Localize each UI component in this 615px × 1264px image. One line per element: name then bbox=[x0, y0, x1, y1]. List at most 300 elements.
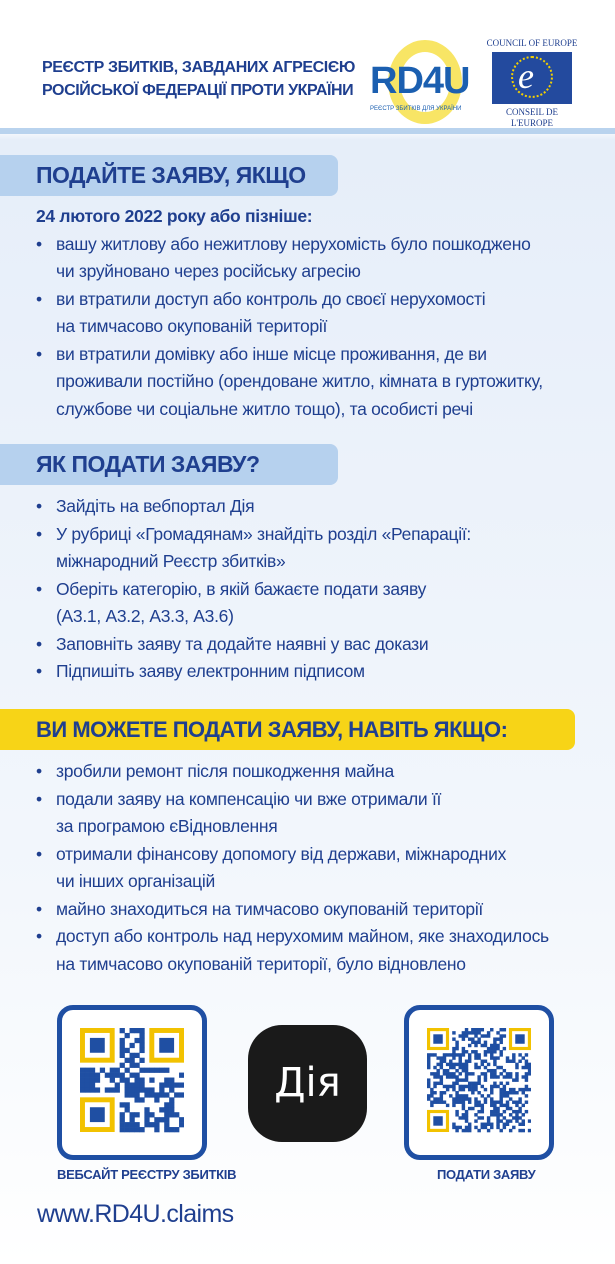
qr-module bbox=[522, 1119, 525, 1122]
qr-code-apply[interactable] bbox=[404, 1005, 554, 1160]
qr-module bbox=[496, 1047, 499, 1050]
qr-module bbox=[503, 1094, 506, 1097]
qr-module bbox=[179, 1122, 184, 1127]
qr-module bbox=[471, 1072, 474, 1075]
qr-module bbox=[465, 1126, 468, 1129]
qr-module bbox=[484, 1097, 487, 1100]
qr-module bbox=[499, 1094, 502, 1097]
qr-module bbox=[455, 1075, 458, 1078]
qr-module bbox=[130, 1082, 135, 1087]
list-item-line: • Заповніть заяву та додайте наявні у вас докази bbox=[56, 633, 429, 654]
list-item bbox=[36, 493, 471, 521]
qr-module bbox=[490, 1097, 493, 1100]
qr-module bbox=[496, 1075, 499, 1078]
qr-module bbox=[462, 1094, 465, 1097]
qr-module bbox=[139, 1097, 144, 1102]
qr-module bbox=[496, 1031, 499, 1034]
qr-module bbox=[481, 1060, 484, 1063]
list-item bbox=[36, 341, 543, 424]
list-item-line: • подали заяву на компенсацію чи вже отримали її bbox=[56, 788, 442, 809]
qr-module bbox=[462, 1107, 465, 1110]
header bbox=[0, 0, 615, 128]
header-title-line: РЕЄСТР ЗБИТКІВ, ЗАВДАНИХ АГРЕСІЄЮ bbox=[42, 59, 355, 76]
qr-module bbox=[459, 1078, 462, 1081]
qr-module bbox=[496, 1113, 499, 1116]
qr-module bbox=[125, 1082, 130, 1087]
qr-module bbox=[493, 1041, 496, 1044]
list-item bbox=[36, 786, 549, 841]
qr-module bbox=[512, 1060, 515, 1063]
qr-module bbox=[490, 1100, 493, 1103]
qr-module bbox=[125, 1102, 130, 1107]
qr-module bbox=[471, 1085, 474, 1088]
qr-module bbox=[459, 1085, 462, 1088]
qr-module bbox=[462, 1069, 465, 1072]
qr-module bbox=[139, 1087, 144, 1092]
qr-module bbox=[506, 1056, 509, 1059]
qr-module bbox=[443, 1053, 446, 1056]
section3-heading: ВИ МОЖЕТЕ ПОДАТИ ЗАЯВУ, НАВІТЬ ЯКЩО: bbox=[0, 709, 575, 750]
qr-module bbox=[518, 1060, 521, 1063]
qr-module bbox=[499, 1104, 502, 1107]
section3-body bbox=[36, 758, 549, 978]
qr-module bbox=[134, 1053, 139, 1058]
qr-module bbox=[130, 1058, 135, 1063]
qr-module bbox=[512, 1056, 515, 1059]
qr-module bbox=[499, 1066, 502, 1069]
qr-module bbox=[471, 1107, 474, 1110]
qr-module bbox=[440, 1075, 443, 1078]
qr-module bbox=[462, 1078, 465, 1081]
qr-module bbox=[474, 1126, 477, 1129]
qr-module bbox=[125, 1078, 130, 1083]
qr-module bbox=[169, 1112, 174, 1117]
qr-module bbox=[130, 1127, 135, 1132]
qr-module bbox=[139, 1038, 144, 1043]
qr-module bbox=[159, 1087, 164, 1092]
qr-module bbox=[430, 1091, 433, 1094]
qr-module bbox=[477, 1078, 480, 1081]
qr-module bbox=[487, 1119, 490, 1122]
qr-module bbox=[427, 1066, 430, 1069]
qr-module bbox=[125, 1068, 130, 1073]
qr-module bbox=[462, 1116, 465, 1119]
qr-module bbox=[477, 1056, 480, 1059]
list-item bbox=[36, 521, 471, 576]
qr-module bbox=[462, 1066, 465, 1069]
qr-module bbox=[522, 1088, 525, 1091]
qr-module bbox=[477, 1041, 480, 1044]
qr-module bbox=[120, 1127, 125, 1132]
qr-module bbox=[512, 1088, 515, 1091]
qr-module bbox=[512, 1053, 515, 1056]
qr-module bbox=[452, 1050, 455, 1053]
qr-module bbox=[452, 1031, 455, 1034]
qr-module bbox=[493, 1113, 496, 1116]
qr-module bbox=[509, 1129, 512, 1132]
qr-module bbox=[440, 1056, 443, 1059]
qr-module bbox=[462, 1034, 465, 1037]
qr-module bbox=[130, 1122, 135, 1127]
qr-module bbox=[164, 1112, 169, 1117]
qr-module bbox=[515, 1104, 518, 1107]
qr-module bbox=[481, 1107, 484, 1110]
qr-module bbox=[433, 1075, 436, 1078]
qr-module bbox=[120, 1043, 125, 1048]
qr-module bbox=[115, 1087, 120, 1092]
qr-module bbox=[85, 1078, 90, 1083]
qr-module bbox=[528, 1119, 531, 1122]
qr-module bbox=[144, 1122, 149, 1127]
qr-module bbox=[452, 1037, 455, 1040]
qr-module bbox=[499, 1041, 502, 1044]
qr-module bbox=[515, 1034, 524, 1043]
qr-module bbox=[149, 1112, 154, 1117]
qr-module bbox=[169, 1087, 174, 1092]
qr-module bbox=[509, 1072, 512, 1075]
qr-module bbox=[468, 1082, 471, 1085]
qr-module bbox=[503, 1028, 506, 1031]
qr-module bbox=[512, 1116, 515, 1119]
qr-module bbox=[95, 1073, 100, 1078]
qr-module bbox=[115, 1073, 120, 1078]
qr-module bbox=[468, 1060, 471, 1063]
qr-module bbox=[474, 1063, 477, 1066]
qr-module bbox=[474, 1066, 477, 1069]
list-item-line: чи зруйновано через російську агресію bbox=[56, 261, 361, 281]
qr-module bbox=[144, 1092, 149, 1097]
qr-module bbox=[515, 1072, 518, 1075]
qr-module bbox=[440, 1066, 443, 1069]
qr-module bbox=[174, 1112, 179, 1117]
qr-module bbox=[499, 1129, 502, 1132]
section2-list bbox=[36, 493, 471, 686]
qr-module bbox=[462, 1050, 465, 1053]
qr-module bbox=[459, 1072, 462, 1075]
qr-module bbox=[503, 1116, 506, 1119]
qr-module bbox=[110, 1087, 115, 1092]
qr-module bbox=[90, 1107, 105, 1122]
qr-module bbox=[522, 1066, 525, 1069]
qr-module bbox=[468, 1097, 471, 1100]
qr-module bbox=[522, 1104, 525, 1107]
qr-module bbox=[499, 1053, 502, 1056]
qr-apply-label: ПОДАТИ ЗАЯВУ bbox=[437, 1167, 536, 1182]
qr-module bbox=[474, 1113, 477, 1116]
qr-module bbox=[481, 1123, 484, 1126]
qr-module bbox=[139, 1033, 144, 1038]
qr-module bbox=[484, 1044, 487, 1047]
qr-module bbox=[455, 1094, 458, 1097]
qr-module bbox=[468, 1088, 471, 1091]
qr-module bbox=[493, 1056, 496, 1059]
qr-module bbox=[446, 1104, 449, 1107]
qr-module bbox=[427, 1056, 430, 1059]
qr-module bbox=[484, 1041, 487, 1044]
qr-module bbox=[144, 1112, 149, 1117]
qr-module bbox=[484, 1126, 487, 1129]
qr-module bbox=[518, 1100, 521, 1103]
qr-module bbox=[80, 1087, 85, 1092]
qr-module bbox=[459, 1056, 462, 1059]
qr-module bbox=[427, 1085, 430, 1088]
qr-module bbox=[518, 1123, 521, 1126]
qr-module bbox=[477, 1031, 480, 1034]
qr-module bbox=[80, 1068, 85, 1073]
qr-module bbox=[110, 1078, 115, 1083]
qr-module bbox=[110, 1068, 115, 1073]
qr-module bbox=[493, 1069, 496, 1072]
qr-module bbox=[443, 1085, 446, 1088]
qr-module bbox=[465, 1066, 468, 1069]
list-item-line: на тимчасово окупованій території bbox=[56, 316, 328, 336]
qr-module bbox=[164, 1117, 169, 1122]
qr-module bbox=[487, 1034, 490, 1037]
qr-module bbox=[159, 1092, 164, 1097]
qr-module bbox=[484, 1072, 487, 1075]
qr-module bbox=[139, 1028, 144, 1033]
website-url[interactable]: www.RD4U.claims bbox=[37, 1200, 234, 1228]
qr-module bbox=[525, 1060, 528, 1063]
qr-module bbox=[125, 1058, 130, 1063]
qr-module bbox=[465, 1110, 468, 1113]
qr-module bbox=[139, 1082, 144, 1087]
qr-module bbox=[159, 1082, 164, 1087]
qr-module bbox=[433, 1034, 442, 1043]
list-item-line: • ви втратили домівку або інше місце проживання, де ви bbox=[56, 343, 487, 364]
qr-module bbox=[465, 1060, 468, 1063]
qr-module bbox=[455, 1082, 458, 1085]
qr-module bbox=[490, 1126, 493, 1129]
qr-module bbox=[455, 1063, 458, 1066]
qr-module bbox=[449, 1063, 452, 1066]
qr-module bbox=[474, 1056, 477, 1059]
qr-module bbox=[446, 1063, 449, 1066]
list-item bbox=[36, 923, 549, 978]
qr-module bbox=[474, 1104, 477, 1107]
coe-label-fr: CONSEIL DE L'EUROPE bbox=[506, 107, 558, 128]
qr-module bbox=[120, 1078, 125, 1083]
qr-module bbox=[90, 1078, 95, 1083]
qr-module bbox=[490, 1072, 493, 1075]
qr-module bbox=[85, 1073, 90, 1078]
qr-module bbox=[465, 1113, 468, 1116]
qr-module bbox=[525, 1072, 528, 1075]
qr-module bbox=[512, 1126, 515, 1129]
qr-module bbox=[433, 1091, 436, 1094]
qr-module bbox=[134, 1087, 139, 1092]
rd4u-logo-text: RD4U bbox=[370, 60, 470, 102]
qr-module bbox=[144, 1117, 149, 1122]
qr-module bbox=[459, 1063, 462, 1066]
qr-module bbox=[471, 1082, 474, 1085]
qr-module bbox=[487, 1047, 490, 1050]
qr-module bbox=[465, 1031, 468, 1034]
qr-module bbox=[462, 1085, 465, 1088]
qr-module bbox=[474, 1088, 477, 1091]
qr-module bbox=[430, 1094, 433, 1097]
rd4u-logo bbox=[368, 40, 480, 126]
qr-module bbox=[449, 1094, 452, 1097]
qr-module bbox=[481, 1044, 484, 1047]
qr-module bbox=[449, 1085, 452, 1088]
qr-module bbox=[496, 1085, 499, 1088]
qr-module bbox=[465, 1050, 468, 1053]
qr-module bbox=[452, 1126, 455, 1129]
qr-module bbox=[130, 1117, 135, 1122]
qr-module bbox=[490, 1050, 493, 1053]
qr-module bbox=[506, 1100, 509, 1103]
qr-module bbox=[509, 1088, 512, 1091]
qr-module bbox=[120, 1063, 125, 1068]
list-item bbox=[36, 286, 543, 341]
qr-module bbox=[528, 1066, 531, 1069]
qr-module bbox=[484, 1034, 487, 1037]
qr-module bbox=[125, 1127, 130, 1132]
qr-module bbox=[125, 1092, 130, 1097]
qr-module bbox=[130, 1092, 135, 1097]
qr-module bbox=[443, 1072, 446, 1075]
qr-module bbox=[430, 1053, 433, 1056]
qr-module bbox=[452, 1100, 455, 1103]
qr-module bbox=[455, 1047, 458, 1050]
rd4u-logo-subtitle: РЕЄСТР ЗБИТКІВ ДЛЯ УКРАЇНИ bbox=[370, 106, 462, 112]
qr-module bbox=[481, 1028, 484, 1031]
qr-module bbox=[85, 1068, 90, 1073]
qr-module bbox=[455, 1053, 458, 1056]
qr-module bbox=[484, 1100, 487, 1103]
qr-module bbox=[440, 1082, 443, 1085]
qr-module bbox=[477, 1075, 480, 1078]
list-item-line: (А3.1, А3.2, А3.3, А3.6) bbox=[56, 606, 234, 626]
qr-module bbox=[433, 1085, 436, 1088]
qr-module bbox=[105, 1073, 110, 1078]
qr-module bbox=[499, 1088, 502, 1091]
qr-module bbox=[477, 1091, 480, 1094]
qr-module bbox=[164, 1127, 169, 1132]
qr-module bbox=[499, 1082, 502, 1085]
qr-module bbox=[493, 1072, 496, 1075]
list-item-line: • вашу житлову або нежитлову нерухомість було пошкоджено bbox=[56, 233, 531, 254]
qr-module bbox=[139, 1043, 144, 1048]
qr-module bbox=[120, 1028, 125, 1033]
qr-module bbox=[515, 1066, 518, 1069]
qr-module bbox=[465, 1116, 468, 1119]
qr-module bbox=[149, 1122, 154, 1127]
qr-module bbox=[528, 1072, 531, 1075]
qr-module bbox=[465, 1129, 468, 1132]
qr-module bbox=[459, 1060, 462, 1063]
list-item bbox=[36, 631, 471, 659]
qr-module bbox=[518, 1107, 521, 1110]
qr-module bbox=[496, 1044, 499, 1047]
qr-module bbox=[115, 1068, 120, 1073]
qr-module bbox=[459, 1034, 462, 1037]
list-item bbox=[36, 576, 471, 631]
qr-module bbox=[427, 1078, 430, 1081]
qr-module bbox=[468, 1072, 471, 1075]
list-item-line: • отримали фінансову допомогу від держави, міжнародних bbox=[56, 843, 507, 864]
qr-module bbox=[490, 1091, 493, 1094]
list-item bbox=[36, 841, 549, 896]
qr-module bbox=[130, 1063, 135, 1068]
qr-module bbox=[164, 1102, 169, 1107]
qr-module bbox=[474, 1044, 477, 1047]
qr-module bbox=[159, 1068, 164, 1073]
qr-module bbox=[506, 1104, 509, 1107]
qr-module bbox=[120, 1122, 125, 1127]
list-item-line: проживали постійно (орендоване житло, кімната в гуртожитку, bbox=[56, 371, 543, 391]
qr-module bbox=[436, 1075, 439, 1078]
qr-module bbox=[515, 1119, 518, 1122]
list-item-line: • Зайдіть на вебпортал Дія bbox=[56, 496, 255, 516]
qr-module bbox=[449, 1053, 452, 1056]
qr-module bbox=[134, 1082, 139, 1087]
qr-module bbox=[139, 1058, 144, 1063]
qr-module bbox=[446, 1088, 449, 1091]
qr-module bbox=[528, 1088, 531, 1091]
qr-module bbox=[487, 1050, 490, 1053]
qr-module bbox=[134, 1092, 139, 1097]
qr-module bbox=[462, 1031, 465, 1034]
qr-module bbox=[493, 1100, 496, 1103]
qr-module bbox=[496, 1123, 499, 1126]
qr-module bbox=[443, 1100, 446, 1103]
qr-module bbox=[474, 1100, 477, 1103]
qr-module bbox=[443, 1069, 446, 1072]
qr-module bbox=[452, 1097, 455, 1100]
qr-module bbox=[474, 1028, 477, 1031]
qr-module bbox=[490, 1044, 493, 1047]
section2-heading: ЯК ПОДАТИ ЗАЯВУ? bbox=[0, 444, 338, 485]
qr-module bbox=[452, 1053, 455, 1056]
qr-module bbox=[471, 1041, 474, 1044]
qr-module bbox=[503, 1110, 506, 1113]
qr-module bbox=[515, 1100, 518, 1103]
qr-module bbox=[496, 1126, 499, 1129]
list-item bbox=[36, 658, 471, 686]
qr-module bbox=[130, 1053, 135, 1058]
qr-module bbox=[154, 1122, 159, 1127]
qr-module bbox=[427, 1097, 430, 1100]
qr-module bbox=[455, 1100, 458, 1103]
qr-module bbox=[459, 1066, 462, 1069]
qr-module bbox=[455, 1044, 458, 1047]
qr-module bbox=[515, 1091, 518, 1094]
qr-module bbox=[493, 1063, 496, 1066]
qr-module bbox=[430, 1088, 433, 1091]
qr-module bbox=[449, 1072, 452, 1075]
qr-module bbox=[446, 1085, 449, 1088]
qr-module bbox=[477, 1100, 480, 1103]
qr-module bbox=[462, 1100, 465, 1103]
qr-module bbox=[139, 1068, 144, 1073]
qr-module bbox=[481, 1116, 484, 1119]
qr-module bbox=[496, 1037, 499, 1040]
qr-code-website[interactable] bbox=[57, 1005, 207, 1160]
section1-list bbox=[36, 231, 543, 424]
qr-code-icon bbox=[427, 1028, 531, 1138]
qr-module bbox=[471, 1031, 474, 1034]
qr-module bbox=[120, 1073, 125, 1078]
qr-module bbox=[468, 1107, 471, 1110]
qr-module bbox=[427, 1082, 430, 1085]
qr-module bbox=[490, 1123, 493, 1126]
qr-module bbox=[465, 1119, 468, 1122]
qr-module bbox=[134, 1073, 139, 1078]
qr-module bbox=[125, 1107, 130, 1112]
qr-module bbox=[80, 1082, 85, 1087]
